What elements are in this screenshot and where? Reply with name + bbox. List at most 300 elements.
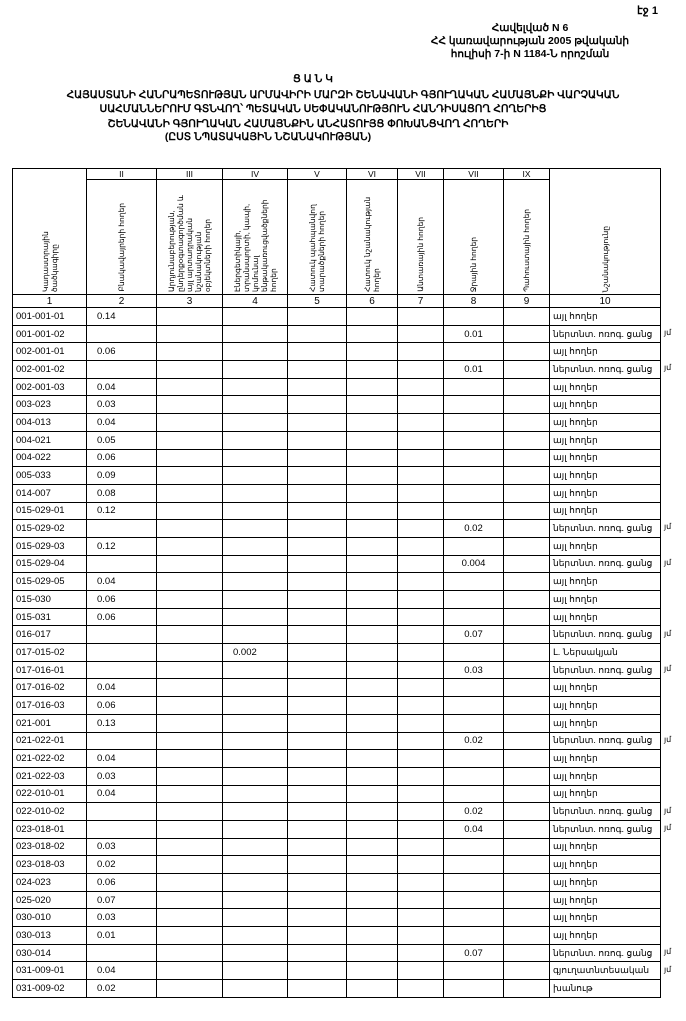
area-cell — [398, 838, 444, 856]
table-row — [13, 980, 661, 998]
table-row — [13, 750, 661, 768]
area-cell: 0.02 — [444, 732, 504, 750]
area-cell — [288, 537, 347, 555]
area-cell — [398, 750, 444, 768]
area-cell — [444, 909, 504, 927]
cadastral-code-cell: 031-009-02 — [13, 980, 87, 998]
area-cell — [444, 431, 504, 449]
area-cell — [157, 343, 223, 361]
area-cell — [504, 626, 550, 644]
area-cell — [347, 431, 398, 449]
area-cell — [347, 396, 398, 414]
area-cell — [288, 484, 347, 502]
margin-note: յմ — [664, 327, 672, 337]
area-cell: 0.02 — [444, 803, 504, 821]
area-cell — [398, 308, 444, 326]
area-cell — [223, 767, 288, 785]
area-cell — [347, 732, 398, 750]
purpose-cell: այլ հողեր — [550, 874, 661, 892]
area-cell — [347, 661, 398, 679]
area-cell — [223, 467, 288, 485]
area-cell — [288, 874, 347, 892]
area-cell — [157, 697, 223, 715]
area-cell: 0.04 — [87, 750, 157, 768]
area-cell — [504, 803, 550, 821]
area-cell — [347, 980, 398, 998]
area-cell: 0.03 — [87, 909, 157, 927]
column-number: 7 — [398, 295, 444, 308]
area-cell — [504, 573, 550, 591]
title-line-2: ՍԱՀՄԱՆՆԵՐՈՒՄ ԳՏՆՎՈՂ՝ ՊԵՏԱԿԱՆ ՍԵՓԱԿԱՆՈՒԹՅՈՒՆ ՀԱՆԴԻՍԱՑՈՂ ՀՈՂԵՐԻՑ — [99, 103, 547, 115]
area-cell — [157, 537, 223, 555]
area-cell — [444, 679, 504, 697]
area-cell — [347, 697, 398, 715]
area-cell — [504, 325, 550, 343]
area-cell — [398, 555, 444, 573]
area-cell — [157, 767, 223, 785]
cadastral-code-cell: 015-029-03 — [13, 537, 87, 555]
table-row — [13, 431, 661, 449]
area-cell — [504, 361, 550, 379]
area-cell — [444, 750, 504, 768]
area-cell — [347, 308, 398, 326]
cadastral-code-cell: 022-010-01 — [13, 785, 87, 803]
area-cell: 0.07 — [444, 626, 504, 644]
purpose-cell: ներտնտ. ոռոգ. ցանց — [550, 520, 661, 538]
area-cell — [504, 414, 550, 432]
header-label: Հատուկ նշանակության հողեր — [363, 196, 381, 292]
cadastral-code-cell: 002-001-03 — [13, 378, 87, 396]
table-row — [13, 962, 661, 980]
area-cell — [398, 520, 444, 538]
area-cell — [504, 484, 550, 502]
cadastral-code-cell: 022-010-02 — [13, 803, 87, 821]
area-cell — [347, 714, 398, 732]
area-cell — [444, 838, 504, 856]
area-cell — [347, 803, 398, 821]
area-cell — [347, 378, 398, 396]
purpose-cell: այլ հողեր — [550, 378, 661, 396]
cadastral-code-cell: 004-022 — [13, 449, 87, 467]
cadastral-code-cell: 001-001-01 — [13, 308, 87, 326]
purpose-cell: գյուղատնտեսական — [550, 962, 661, 980]
area-cell — [504, 502, 550, 520]
area-cell — [347, 891, 398, 909]
area-cell — [398, 431, 444, 449]
purpose-cell: այլ հողեր — [550, 909, 661, 927]
area-cell — [504, 555, 550, 573]
area-cell — [87, 732, 157, 750]
area-cell — [288, 785, 347, 803]
margin-note: յմ — [664, 628, 672, 638]
purpose-cell: այլ հողեր — [550, 484, 661, 502]
area-cell — [347, 785, 398, 803]
roman-numeral: V — [288, 169, 347, 180]
area-cell — [444, 414, 504, 432]
annex-line-1: Հավելված N 6 — [491, 22, 569, 34]
area-cell — [288, 767, 347, 785]
purpose-cell: այլ հողեր — [550, 838, 661, 856]
area-cell — [87, 820, 157, 838]
cadastral-code-cell: 017-016-02 — [13, 679, 87, 697]
purpose-cell: ներտնտ. ոռոգ. ցանց — [550, 626, 661, 644]
title-line-4: (ԸՍՏ ՆՊԱՏԱԿԱՅԻՆ ՆՇԱՆԱԿՈՒԹՅԱՆ) — [164, 131, 372, 143]
area-cell — [87, 644, 157, 662]
area-cell — [288, 449, 347, 467]
area-cell: 0.04 — [87, 414, 157, 432]
header-label: Էներգետիկայի, տրանսպորտի, կապի, կոմունալ ենթակառուցվածքների հողեր — [232, 199, 278, 292]
table-row — [13, 803, 661, 821]
area-cell — [398, 785, 444, 803]
table-row — [13, 343, 661, 361]
cadastral-code-cell: 023-018-01 — [13, 820, 87, 838]
area-cell — [223, 714, 288, 732]
area-cell — [157, 573, 223, 591]
area-cell — [157, 732, 223, 750]
area-cell — [223, 661, 288, 679]
page-number: էջ 1 — [637, 5, 658, 17]
margin-note: յմ — [664, 964, 672, 974]
area-cell: 0.01 — [444, 361, 504, 379]
table-row — [13, 944, 661, 962]
area-cell — [398, 608, 444, 626]
area-cell — [223, 449, 288, 467]
column-number: 10 — [550, 295, 661, 308]
area-cell — [347, 361, 398, 379]
area-cell — [157, 449, 223, 467]
area-cell — [288, 555, 347, 573]
annex-line-3: հուլիսի 7-ի N 1184-Ն որոշման — [450, 48, 610, 60]
area-cell — [504, 927, 550, 945]
area-cell — [288, 308, 347, 326]
purpose-cell: խանութ — [550, 980, 661, 998]
area-cell: 0.06 — [87, 874, 157, 892]
area-cell — [444, 343, 504, 361]
purpose-cell: ներտնտ. ոռոգ. ցանց — [550, 820, 661, 838]
area-cell — [504, 767, 550, 785]
column-number: 5 — [288, 295, 347, 308]
column-number: 6 — [347, 295, 398, 308]
area-cell — [223, 750, 288, 768]
area-cell — [347, 520, 398, 538]
area-cell: 0.03 — [87, 767, 157, 785]
area-cell — [398, 626, 444, 644]
area-cell — [347, 962, 398, 980]
margin-note: յմ — [664, 805, 672, 815]
table-row — [13, 484, 661, 502]
area-cell — [398, 980, 444, 998]
cadastral-code-cell: 015-029-01 — [13, 502, 87, 520]
area-cell: 0.01 — [444, 325, 504, 343]
table-row — [13, 361, 661, 379]
table-row — [13, 891, 661, 909]
table-row — [13, 396, 661, 414]
area-cell — [444, 714, 504, 732]
area-cell — [504, 431, 550, 449]
table-row — [13, 927, 661, 945]
table-row — [13, 767, 661, 785]
area-cell — [347, 644, 398, 662]
area-cell — [157, 944, 223, 962]
area-cell — [87, 520, 157, 538]
area-cell: 0.04 — [87, 378, 157, 396]
table-row — [13, 856, 661, 874]
area-cell — [398, 927, 444, 945]
area-cell — [223, 909, 288, 927]
table-row — [13, 661, 661, 679]
area-cell — [504, 820, 550, 838]
area-cell — [87, 626, 157, 644]
header-purpose — [550, 169, 661, 295]
area-cell — [347, 343, 398, 361]
purpose-cell: այլ հողեր — [550, 308, 661, 326]
area-cell — [504, 537, 550, 555]
column-number: 3 — [157, 295, 223, 308]
area-cell — [223, 891, 288, 909]
area-cell — [223, 679, 288, 697]
cadastral-code-cell: 021-022-02 — [13, 750, 87, 768]
area-cell: 0.06 — [87, 343, 157, 361]
area-cell — [504, 732, 550, 750]
area-cell — [223, 785, 288, 803]
area-cell — [157, 308, 223, 326]
purpose-cell: այլ հողեր — [550, 343, 661, 361]
table-row — [13, 325, 661, 343]
area-cell — [223, 856, 288, 874]
area-cell — [223, 626, 288, 644]
area-cell — [398, 803, 444, 821]
column-header — [398, 180, 444, 295]
area-cell: 0.06 — [87, 591, 157, 609]
area-cell — [444, 449, 504, 467]
area-cell — [157, 555, 223, 573]
area-cell — [504, 343, 550, 361]
area-cell — [444, 891, 504, 909]
area-cell: 0.02 — [444, 520, 504, 538]
purpose-cell: այլ հողեր — [550, 431, 661, 449]
area-cell — [398, 697, 444, 715]
area-cell — [347, 679, 398, 697]
purpose-cell: այլ հողեր — [550, 414, 661, 432]
area-cell — [288, 856, 347, 874]
cadastral-code-cell: 015-029-04 — [13, 555, 87, 573]
column-header — [87, 180, 157, 295]
table-row — [13, 732, 661, 750]
area-cell: 0.002 — [223, 644, 288, 662]
cadastral-code-cell: 015-029-05 — [13, 573, 87, 591]
area-cell — [223, 838, 288, 856]
title-line-3: ՇԵՆԱՎԱՆԻ ԳՅՈՒՂԱԿԱՆ ՀԱՄԱՅՆՔԻՆ ԱՆՀԱՏՈՒՅՑ ՓՈԽԱՆՑՎՈՂ ՀՈՂԵՐԻ — [107, 118, 509, 130]
area-cell — [504, 661, 550, 679]
area-cell — [347, 414, 398, 432]
area-cell — [157, 820, 223, 838]
purpose-cell: ներտնտ. ոռոգ. ցանց — [550, 555, 661, 573]
area-cell — [398, 820, 444, 838]
area-cell — [288, 891, 347, 909]
area-cell — [504, 891, 550, 909]
area-cell — [347, 608, 398, 626]
area-cell — [398, 874, 444, 892]
area-cell — [504, 608, 550, 626]
area-cell — [223, 608, 288, 626]
area-cell — [347, 927, 398, 945]
area-cell — [288, 325, 347, 343]
area-cell — [398, 732, 444, 750]
purpose-cell: Լ. Ներսակյան — [550, 644, 661, 662]
table-row — [13, 378, 661, 396]
cadastral-code-cell: 030-014 — [13, 944, 87, 962]
area-cell — [347, 626, 398, 644]
area-cell — [223, 927, 288, 945]
area-cell — [444, 502, 504, 520]
area-cell — [157, 909, 223, 927]
area-cell — [444, 927, 504, 945]
cadastral-code-cell: 030-010 — [13, 909, 87, 927]
purpose-cell: այլ հողեր — [550, 697, 661, 715]
area-cell — [398, 573, 444, 591]
area-cell — [223, 484, 288, 502]
area-cell — [288, 927, 347, 945]
area-cell — [223, 820, 288, 838]
area-cell — [288, 909, 347, 927]
area-cell: 0.07 — [444, 944, 504, 962]
purpose-cell: ներտնտ. ոռոգ. ցանց — [550, 325, 661, 343]
table-row — [13, 449, 661, 467]
column-number: 9 — [504, 295, 550, 308]
purpose-cell: ներտնտ. ոռոգ. ցանց — [550, 803, 661, 821]
area-cell: 0.06 — [87, 449, 157, 467]
purpose-cell: այլ հողեր — [550, 449, 661, 467]
area-cell — [157, 484, 223, 502]
area-cell — [504, 856, 550, 874]
area-cell — [223, 431, 288, 449]
area-cell — [87, 944, 157, 962]
area-cell — [288, 803, 347, 821]
area-cell — [398, 467, 444, 485]
header-label: Հատուկ պահպանվող տարածքների հողեր — [308, 204, 326, 292]
area-cell: 0.04 — [87, 679, 157, 697]
margin-note: յմ — [664, 823, 672, 833]
area-cell — [444, 378, 504, 396]
area-cell: 0.01 — [87, 927, 157, 945]
area-cell: 0.02 — [87, 856, 157, 874]
purpose-cell: ներտնտ. ոռոգ. ցանց — [550, 361, 661, 379]
cadastral-code-cell: 025-020 — [13, 891, 87, 909]
area-cell — [398, 767, 444, 785]
area-cell — [444, 785, 504, 803]
cadastral-code-cell: 021-022-01 — [13, 732, 87, 750]
annex-line-2: ՀՀ կառավարության 2005 թվականի — [430, 35, 630, 47]
area-cell — [157, 962, 223, 980]
area-cell — [223, 591, 288, 609]
area-cell — [504, 591, 550, 609]
area-cell: 0.004 — [444, 555, 504, 573]
area-cell — [223, 308, 288, 326]
table-row — [13, 555, 661, 573]
area-cell — [504, 750, 550, 768]
area-cell — [157, 874, 223, 892]
header-label: Արդյունաբերության, ընդերքօգտագործման և այլ արտադրական նշանակության օբյեկտների հողեր — [167, 195, 212, 292]
area-cell — [157, 679, 223, 697]
area-cell — [223, 555, 288, 573]
area-cell — [223, 803, 288, 821]
cadastral-code-cell: 021-022-03 — [13, 767, 87, 785]
header-cadastral-code — [13, 169, 87, 295]
area-cell — [87, 803, 157, 821]
column-number: 4 — [223, 295, 288, 308]
cadastral-code-cell: 014-007 — [13, 484, 87, 502]
cadastral-code-cell: 021-001 — [13, 714, 87, 732]
column-header — [347, 180, 398, 295]
area-cell — [504, 714, 550, 732]
area-cell — [157, 520, 223, 538]
column-number: 1 — [13, 295, 87, 308]
area-cell — [157, 980, 223, 998]
area-cell — [347, 838, 398, 856]
area-cell — [223, 396, 288, 414]
area-cell: 0.03 — [87, 838, 157, 856]
area-cell — [288, 820, 347, 838]
roman-numeral: II — [87, 169, 157, 180]
area-cell — [347, 874, 398, 892]
table-row — [13, 467, 661, 485]
margin-note: յմ — [664, 557, 672, 567]
area-cell — [288, 714, 347, 732]
area-cell — [444, 767, 504, 785]
area-cell: 0.06 — [87, 697, 157, 715]
cadastral-code-cell: 015-031 — [13, 608, 87, 626]
area-cell — [223, 573, 288, 591]
area-cell — [288, 750, 347, 768]
margin-note: յմ — [664, 522, 672, 532]
area-cell — [223, 361, 288, 379]
cadastral-code-cell: 023-018-02 — [13, 838, 87, 856]
area-cell: 0.04 — [87, 573, 157, 591]
area-cell — [398, 856, 444, 874]
cadastral-code-cell: 017-016-03 — [13, 697, 87, 715]
area-cell: 0.02 — [87, 980, 157, 998]
purpose-cell: այլ հողեր — [550, 537, 661, 555]
table-row — [13, 644, 661, 662]
cadastral-code-cell: 017-016-01 — [13, 661, 87, 679]
cadastral-code-cell: 031-009-01 — [13, 962, 87, 980]
area-cell — [504, 378, 550, 396]
area-cell — [157, 891, 223, 909]
area-cell — [444, 591, 504, 609]
area-cell — [444, 573, 504, 591]
purpose-cell: այլ հողեր — [550, 608, 661, 626]
table-row — [13, 626, 661, 644]
area-cell — [157, 431, 223, 449]
area-cell — [288, 591, 347, 609]
area-cell — [347, 555, 398, 573]
area-cell — [157, 467, 223, 485]
column-header — [288, 180, 347, 295]
area-cell — [347, 591, 398, 609]
area-cell — [288, 661, 347, 679]
area-cell — [288, 838, 347, 856]
purpose-cell: ներտնտ. ոռոգ. ցանց — [550, 661, 661, 679]
table-row — [13, 608, 661, 626]
table-row — [13, 502, 661, 520]
area-cell — [288, 980, 347, 998]
area-cell — [157, 361, 223, 379]
area-cell — [288, 414, 347, 432]
area-cell — [444, 962, 504, 980]
area-cell — [288, 679, 347, 697]
cadastral-code-cell: 002-001-02 — [13, 361, 87, 379]
area-cell — [444, 537, 504, 555]
